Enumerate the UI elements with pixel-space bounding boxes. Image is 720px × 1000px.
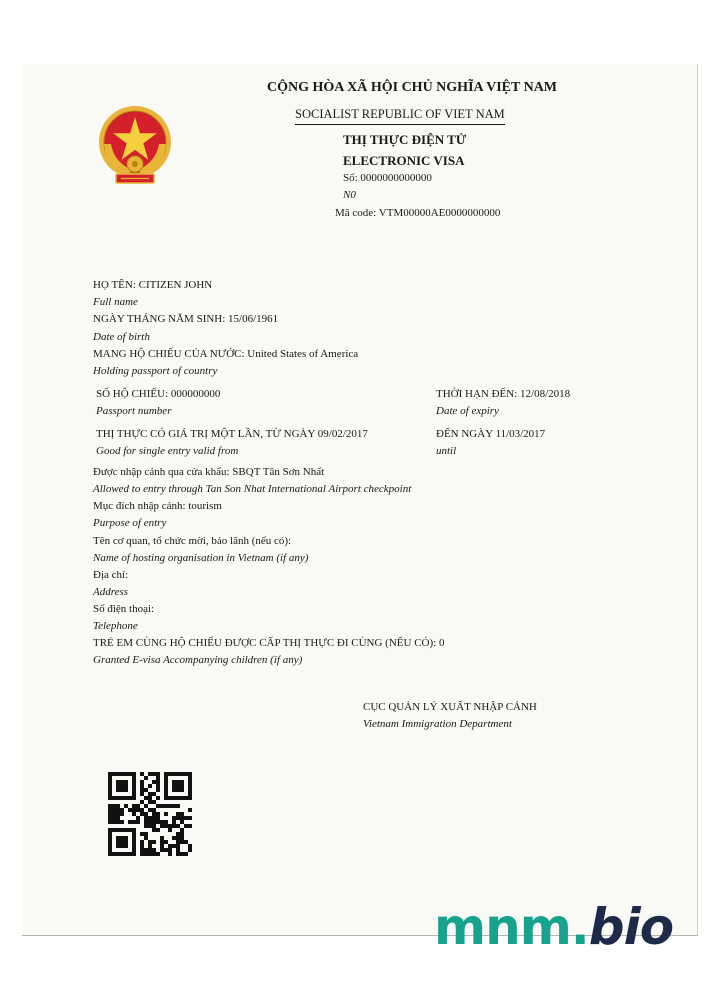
date-of-birth-field: NGÀY THÁNG NĂM SINH: 15/06/1961	[93, 313, 279, 325]
qr-code-icon	[108, 772, 192, 856]
valid-from-field: THỊ THỰC CÓ GIÁ TRỊ MỘT LẦN, TỪ NGÀY 09/02/2017	[96, 428, 368, 440]
purpose-label-en: Purpose of entry	[93, 517, 167, 529]
authority-name-vi: CỤC QUẢN LÝ XUẤT NHẬP CẢNH	[363, 701, 537, 713]
expiry-date-field: THỜI HẠN ĐẾN: 12/08/2018	[436, 388, 571, 400]
visa-number-label-en: N0	[343, 189, 356, 201]
date-of-birth-label-en: Date of birth	[93, 331, 150, 343]
passport-number-label-en: Passport number	[96, 405, 172, 417]
passport-number-field: SỐ HỘ CHIẾU: 000000000	[96, 388, 221, 400]
hosting-org-label-en: Name of hosting organisation in Vietnam (if any)	[93, 552, 309, 564]
valid-from-label-en: Good for single entry valid from	[96, 445, 239, 457]
authority-name-en: Vietnam Immigration Department	[363, 718, 512, 730]
page-edge-right	[697, 64, 698, 936]
passport-country-field: MANG HỘ CHIẾU CỦA NƯỚC: United States of America	[93, 348, 359, 360]
expiry-date-label-en: Date of expiry	[436, 405, 499, 417]
telephone-field: Số điện thoại:	[93, 603, 155, 615]
visa-code: Mã code: VTM00000AE0000000000	[335, 207, 501, 219]
valid-until-label-en: until	[436, 445, 457, 457]
children-field: TRẺ EM CÙNG HỘ CHIẾU ĐƯỢC CẤP THỊ THỰC ĐI CÙNG (NẾU CÓ): 0	[93, 637, 445, 649]
checkpoint-label-en: Allowed to entry through Tan Son Nhat International Airport checkpoint	[93, 483, 412, 495]
full-name-field: HỌ TÊN: CITIZEN JOHN	[93, 279, 213, 291]
national-emblem-icon	[96, 104, 174, 186]
valid-until-field: ĐẾN NGÀY 11/03/2017	[436, 428, 546, 440]
checkpoint-field: Được nhập cảnh qua cửa khẩu: SBQT Tân Sơn Nhất	[93, 466, 325, 478]
children-label-en: Granted E-visa Accompanying children (if any)	[93, 654, 303, 666]
full-name-label-en: Full name	[93, 296, 138, 308]
address-field: Địa chỉ:	[93, 569, 129, 581]
visa-number: Số: 0000000000000	[343, 172, 432, 184]
document-title-en: ELECTRONIC VISA	[343, 153, 465, 168]
country-name-vi: CỘNG HÒA XÃ HỘI CHỦ NGHĨA VIỆT NAM	[267, 80, 558, 95]
watermark-logo	[434, 898, 674, 956]
watermark-part-1: mnm.	[434, 898, 589, 956]
purpose-field: Mục đích nhập cảnh: tourism	[93, 500, 222, 512]
country-name-en: SOCIALIST REPUBLIC OF VIET NAM	[295, 107, 505, 125]
hosting-org-field: Tên cơ quan, tổ chức mời, bảo lãnh (nếu có):	[93, 535, 292, 547]
passport-country-label-en: Holding passport of country	[93, 365, 218, 377]
watermark-part-2: bio	[588, 898, 674, 956]
document-title-vi: THỊ THỰC ĐIỆN TỬ	[343, 132, 467, 147]
address-label-en: Address	[93, 586, 129, 598]
telephone-label-en: Telephone	[93, 620, 138, 632]
